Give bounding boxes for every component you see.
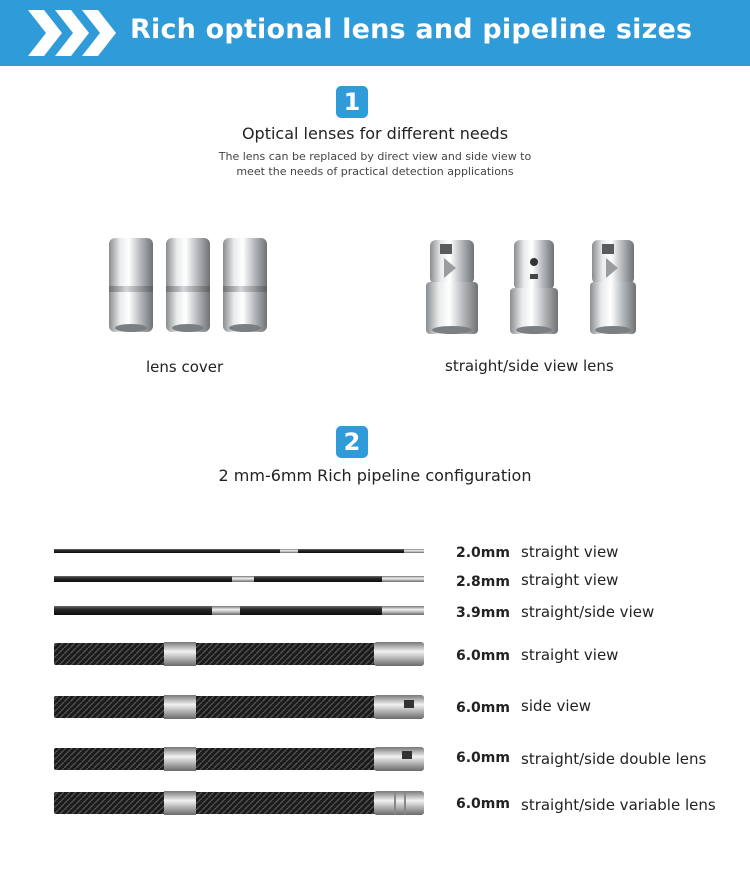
spec-desc-2-0: straight view — [521, 543, 619, 561]
section1-subtitle-line2: meet the needs of practical detection applications — [236, 165, 514, 178]
spec-size-2-8: 2.8mm — [456, 574, 510, 590]
spec-size-2-0: 2.0mm — [456, 545, 510, 561]
caption-lens-cover: lens cover — [146, 358, 224, 376]
section-number-badge-1: 1 — [336, 86, 368, 118]
spec-size-3-9: 3.9mm — [456, 605, 510, 621]
banner-title: Rich optional lens and pipeline sizes — [130, 14, 693, 45]
chevron-arrows-icon — [28, 10, 116, 56]
straight-side-view-lens-image — [422, 234, 642, 336]
caption-straight-side-view-lens: straight/side view lens — [445, 357, 614, 375]
section1-title: Optical lenses for different needs — [241, 124, 509, 143]
spec-desc-6-0-straight: straight view — [521, 646, 619, 664]
spec-size-6-0-double: 6.0mm — [456, 750, 510, 766]
spec-desc-6-0-side: side view — [521, 697, 592, 715]
spec-desc-2-8: straight view — [521, 571, 619, 589]
spec-desc-6-0-double: straight/side double lens — [521, 750, 707, 768]
section2-title: 2 mm-6mm Rich pipeline configuration — [218, 466, 532, 485]
lens-cover-image — [104, 234, 274, 336]
pipeline-probes-image — [52, 540, 432, 820]
header-banner — [0, 0, 750, 66]
spec-size-6-0-side: 6.0mm — [456, 700, 510, 716]
spec-desc-3-9: straight/side view — [521, 603, 655, 621]
spec-size-6-0-variable: 6.0mm — [456, 796, 510, 812]
spec-size-6-0-straight: 6.0mm — [456, 648, 510, 664]
spec-desc-6-0-variable: straight/side variable lens — [521, 796, 716, 814]
section-number-badge-2: 2 — [336, 426, 368, 458]
section1-subtitle-line1: The lens can be replaced by direct view and side view to — [218, 150, 532, 163]
